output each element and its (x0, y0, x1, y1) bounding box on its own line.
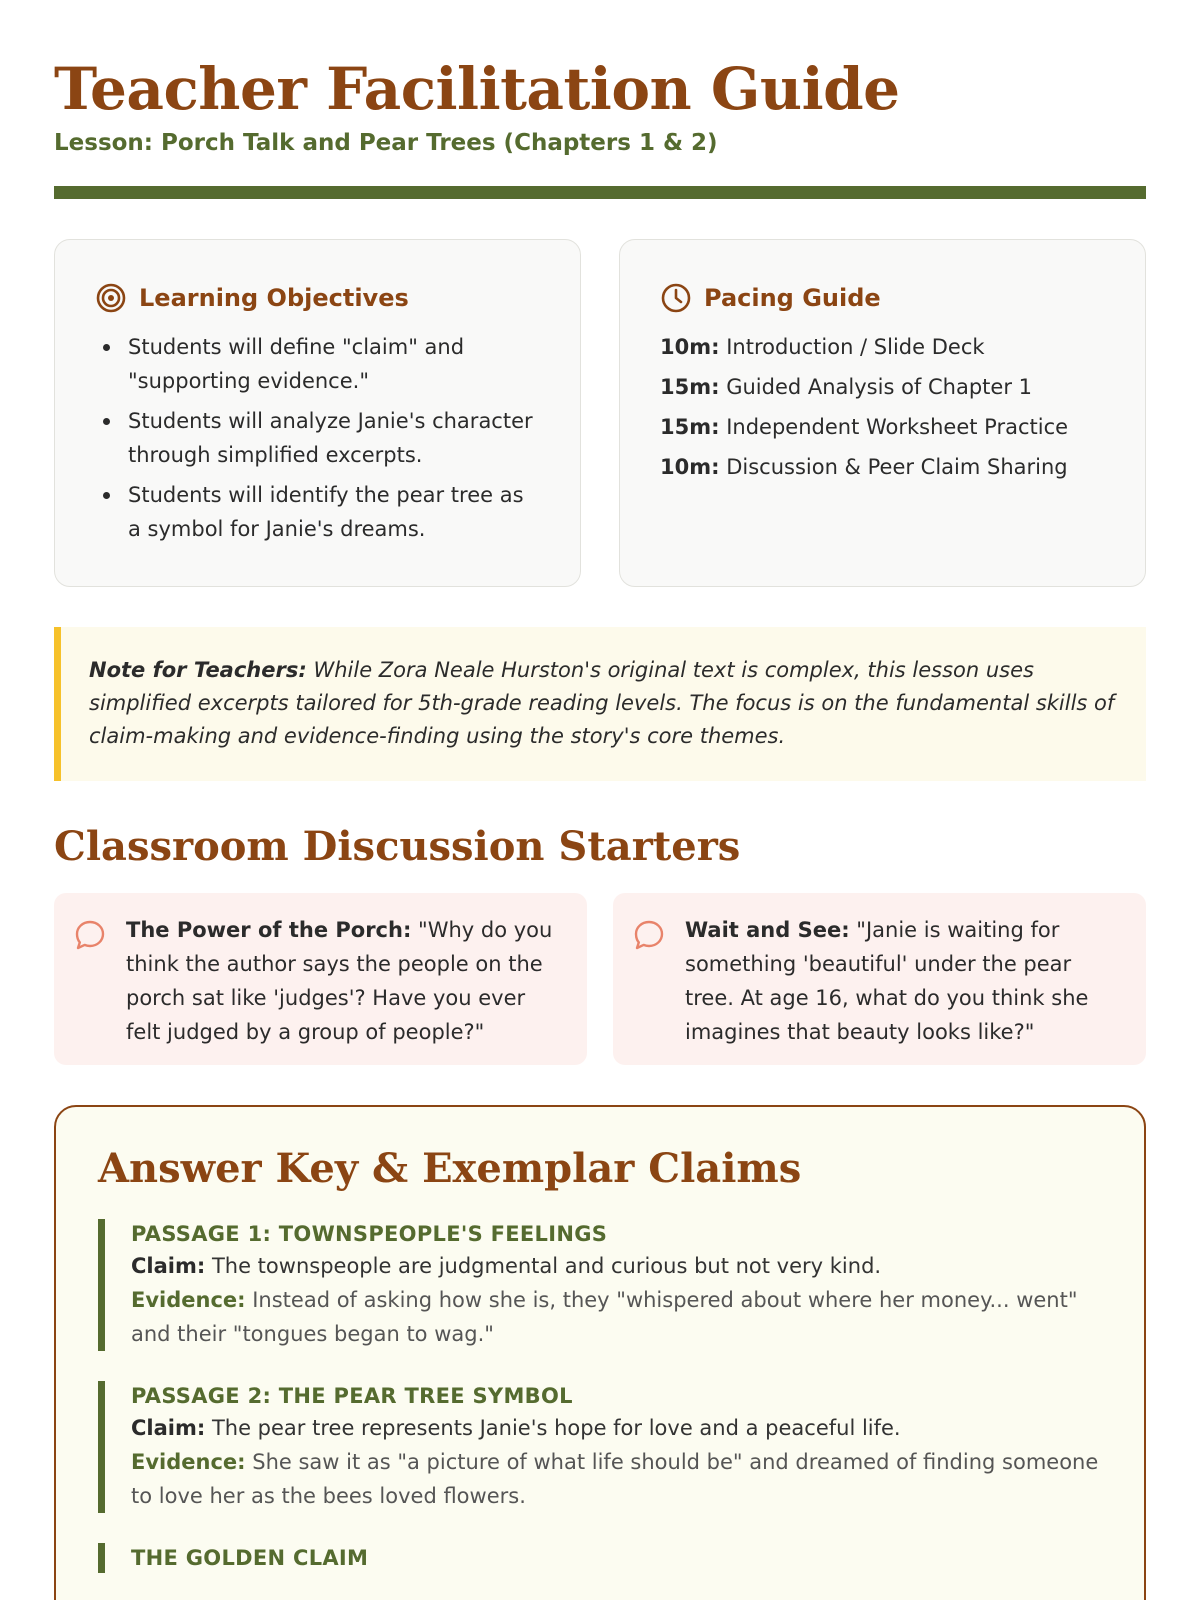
speech-bubble-icon (631, 917, 667, 953)
pacing-row (660, 370, 1105, 404)
discussion-starter-label: Wait and See: (685, 918, 850, 942)
guide-page (54, 0, 1146, 1600)
target-icon (95, 282, 127, 314)
passage-title: PASSAGE 2: THE PEAR TREE SYMBOL (131, 1384, 573, 1408)
discussion-starter-card (54, 893, 587, 1065)
pacing-activity: Independent Worksheet Practice (726, 415, 1069, 439)
answer-passage (98, 1219, 1104, 1351)
claim-text: The townspeople are judgmental and curious but not very kind. (211, 1254, 882, 1278)
evidence-text: She saw it as "a picture of what life should be" and dreamed of finding someone to love her as the bees loved flowers. (131, 1450, 1099, 1508)
pacing-row (660, 330, 1105, 364)
clock-icon (660, 282, 692, 314)
discussion-starter-label: The Power of the Porch: (126, 918, 412, 942)
teacher-note (54, 627, 1146, 781)
objective-item: Students will analyze Janie's character through simplified excerpts. (95, 404, 540, 472)
teacher-note-text: While Zora Neale Hurston's original text is complex, this lesson uses simplified excerpts tailored for 5th-grade reading levels. The focus is on the fundamental skills of claim-making and evidence-finding using the story's core themes. (89, 658, 1115, 748)
lesson-subtitle: Lesson: Porch Talk and Pear Trees (Chapters 1 & 2) (54, 130, 718, 156)
answer-passage (98, 1543, 1104, 1573)
passage-evidence (131, 1283, 1104, 1351)
pacing-list (660, 330, 1105, 484)
pacing-guide-title: Pacing Guide (704, 284, 881, 312)
objective-item: Students will define "claim" and "supporting evidence." (95, 330, 540, 398)
objective-item: Students will identify the pear tree as a symbol for Janie's dreams. (95, 478, 540, 546)
discussion-starters-title: Classroom Discussion Starters (54, 823, 741, 870)
pacing-activity: Discussion & Peer Claim Sharing (726, 455, 1068, 479)
learning-objectives-title: Learning Objectives (139, 284, 409, 312)
passage-evidence (131, 1445, 1104, 1513)
page-title: Teacher Facilitation Guide (54, 55, 900, 123)
teacher-note-label: Note for Teachers: (89, 658, 307, 682)
discussion-starters (54, 893, 1146, 1065)
pacing-row (660, 450, 1105, 484)
evidence-label: Evidence: (131, 1288, 246, 1312)
pacing-row (660, 410, 1105, 444)
evidence-label: Evidence: (131, 1450, 246, 1474)
header-divider (54, 186, 1146, 199)
answer-passage (98, 1381, 1104, 1513)
claim-text: The pear tree represents Janie's hope for love and a peaceful life. (211, 1416, 901, 1440)
claim-label: Claim: (131, 1254, 206, 1278)
pacing-guide-card (619, 239, 1146, 587)
evidence-text: Instead of asking how she is, they "whispered about where her money... went" and their "tongues began to wag." (131, 1288, 1078, 1346)
pacing-time: 15m: (660, 415, 720, 439)
learning-objectives-heading (95, 282, 540, 314)
pacing-activity: Introduction / Slide Deck (726, 335, 985, 359)
discussion-starter-question: "Why do you think the author says the people on the porch sat like 'judges'? Have you ever felt judged by a group of people?" (126, 918, 553, 1044)
discussion-starter-card (613, 893, 1146, 1065)
answer-key-title: Answer Key & Exemplar Claims (98, 1145, 802, 1192)
answer-key-box (54, 1105, 1146, 1600)
discussion-starter-question: "Janie is waiting for something 'beautiful' under the pear tree. At age 16, what do you think she imagines that beauty looks like?" (685, 918, 1089, 1044)
passage-title: PASSAGE 1: TOWNSPEOPLE'S FEELINGS (131, 1222, 608, 1246)
passage-title: THE GOLDEN CLAIM (131, 1546, 369, 1570)
pacing-activity: Guided Analysis of Chapter 1 (726, 375, 1032, 399)
learning-objectives-card (54, 239, 581, 587)
pacing-time: 10m: (660, 455, 720, 479)
pacing-time: 15m: (660, 375, 720, 399)
passage-claim (131, 1249, 1104, 1283)
claim-label: Claim: (131, 1416, 206, 1440)
pacing-time: 10m: (660, 335, 720, 359)
discussion-starter-text (126, 913, 565, 1045)
overview-cards (54, 239, 1146, 587)
discussion-starter-text (685, 913, 1124, 1045)
pacing-guide-heading (660, 282, 1105, 314)
speech-bubble-icon (72, 917, 108, 953)
passage-claim (131, 1411, 1104, 1445)
objectives-list (95, 330, 540, 546)
